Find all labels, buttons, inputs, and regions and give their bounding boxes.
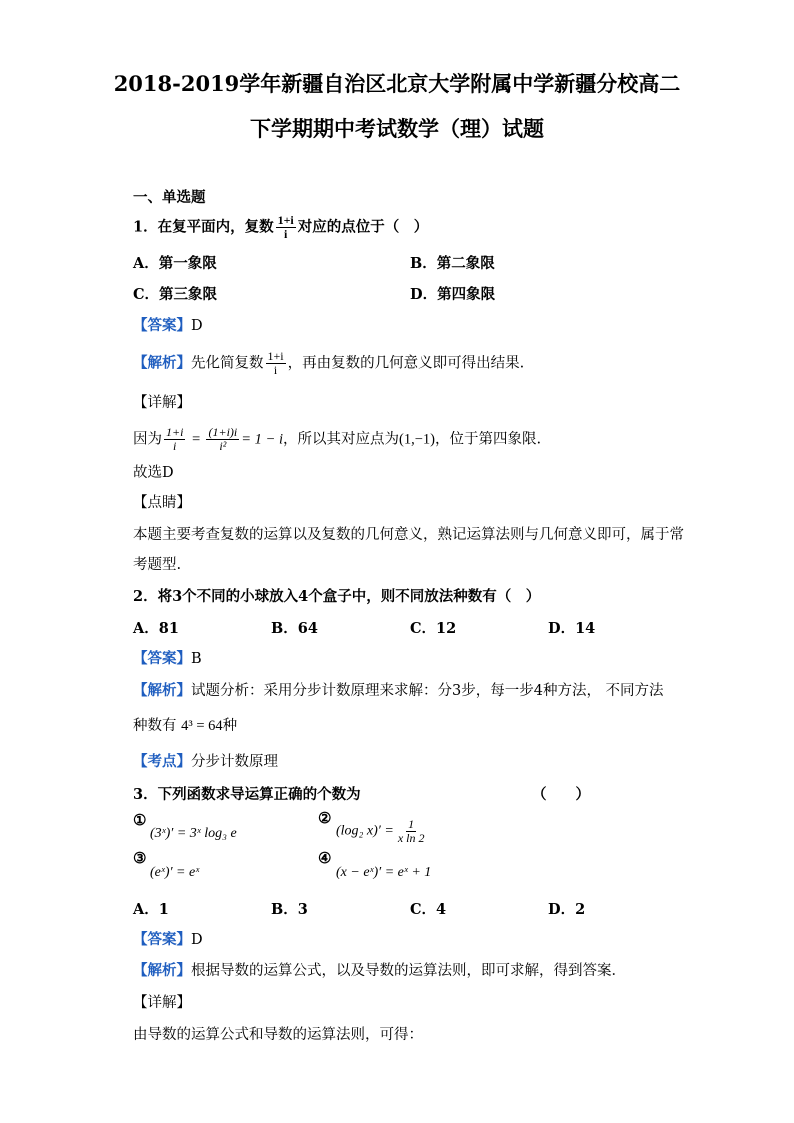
document-title-line-2: 下学期期中考试数学（理）试题 (250, 116, 544, 141)
q1-detail-frac1-num: 1+i (166, 425, 184, 439)
q1-stem (133, 214, 428, 241)
q3-formula-2-fraction (396, 818, 427, 845)
q1-detail-frac2-num: (1+i)i (208, 425, 238, 439)
q2-option-d: D．14 (548, 620, 596, 637)
q1-detail-pre: 因为 (133, 431, 162, 448)
q1-comment-line-2: 考题型. (133, 557, 182, 573)
q1-analysis-frac-den: i (273, 363, 278, 377)
q2-stem: 2．将3个不同的小球放入4个盒子中，则不同放法种数有（ ） (133, 588, 541, 605)
q1-frac-den: i (284, 227, 288, 241)
q1-analysis-fraction (266, 350, 286, 377)
q2-analysis-post: 种 (222, 718, 238, 734)
q2-point-line (133, 752, 278, 772)
q2-answer-line (133, 649, 202, 669)
q1-comment-line-1: 本题主要考查复数的运算以及复数的几何意义，熟记运算法则与几何意义即可，属于常 (133, 527, 684, 543)
q1-analysis-pre: 先化简复数 (191, 355, 264, 372)
q2-analysis-line-1 (133, 681, 664, 701)
q3-f2-num: 1 (408, 817, 415, 831)
q2-analysis-math: 4³ = 64 (181, 718, 223, 734)
circled-one: ① (133, 811, 147, 829)
section-heading: 一、单选题 (133, 189, 206, 206)
q1-conclusion: 故选D (133, 465, 174, 481)
q2-option-c: C．12 (410, 620, 457, 637)
answer-tag: 【答案】 (133, 317, 191, 334)
q1-analysis-frac-num: 1+i (267, 349, 284, 363)
q1-frac-num: 1+i (277, 213, 294, 227)
q1-option-a: A．第一象限 (133, 255, 217, 272)
q1-stem-suffix: 对应的点位于（ ） (297, 218, 429, 236)
q2-answer: B (191, 651, 202, 667)
q3-option-a: A．1 (133, 901, 169, 918)
q3-option-d: D．2 (548, 901, 586, 918)
analysis-tag: 【解析】 (133, 354, 191, 372)
q3-analysis-line (133, 961, 626, 981)
q1-detail-frac1-den: i (173, 439, 177, 453)
q1-detail-tag: 【详解】 (133, 395, 191, 411)
q3-option-c: C．4 (410, 901, 447, 918)
q1-detail-post: ，所以其对应点为 (282, 431, 399, 448)
q1-analysis-line (133, 350, 524, 377)
q2-point: 分步计数原理 (191, 754, 278, 770)
q1-option-b: B．第二象限 (410, 255, 495, 272)
q1-stem-fraction (276, 214, 296, 241)
q3-paren: （ ） (532, 786, 590, 803)
q3-analysis: 根据导数的运算公式，以及导数的运算法则，即可求解，得到答案． (191, 963, 626, 979)
q3-item-1 (133, 810, 146, 831)
q3-item-3 (133, 848, 146, 869)
q1-detail-eq-rest: = 1 − i (241, 431, 283, 448)
q2-analysis-pre: 种数有 (133, 718, 177, 734)
q3-answer-line (133, 930, 203, 950)
q3-formula-3: (eˣ)′ = eˣ (150, 865, 200, 880)
q2-analysis-line-2 (133, 716, 237, 736)
q1-answer-line (133, 316, 203, 336)
q2-option-b: B．64 (271, 620, 318, 637)
q3-detail-tag: 【详解】 (133, 995, 191, 1011)
q1-detail-point: (1,−1) (398, 431, 435, 448)
q1-comment-tag: 【点睛】 (133, 495, 191, 511)
q3-item-2 (318, 808, 331, 829)
q3-formula-2 (336, 818, 428, 845)
q3-formula-2-left: (log₂ x)′ = (336, 823, 394, 839)
q1-detail-line: 因为 $\frac{1+i}{i}$ = $\frac{(1+i)i}{\text{i²}}$ = 1 − i，所以其对应点为(1,−1)，位于第四象限. (133, 425, 542, 453)
q1-detail-fraction-2 (206, 426, 239, 453)
q3-detail-line-1: 由导数的运算公式和导数的运算法则，可得： (133, 1027, 423, 1043)
circled-four: ④ (318, 849, 332, 867)
analysis-tag: 【解析】 (133, 682, 191, 699)
q3-option-b: B．3 (271, 901, 308, 918)
q1-detail-end: ，位于第四象限. (434, 431, 542, 448)
answer-tag: 【答案】 (133, 650, 191, 667)
q1-option-d: D．第四象限 (410, 286, 496, 303)
answer-tag: 【答案】 (133, 931, 191, 948)
q3-stem: 3．下列函数求导运算正确的个数为 (133, 786, 361, 803)
circled-two: ② (318, 809, 332, 827)
q2-option-a: A．81 (133, 620, 179, 637)
q1-option-c: C．第三象限 (133, 286, 218, 303)
q1-detail-frac2-den: i² (219, 439, 227, 453)
q1-stem-prefix: 1．在复平面内，复数 (133, 218, 274, 236)
circled-three: ③ (133, 849, 147, 867)
q2-analysis-text-1: 试题分析：采用分步计数原理来求解：分3步，每一步4种方法， 不同方法 (191, 683, 664, 699)
q3-answer: D (191, 932, 203, 948)
q1-analysis-post: ，再由复数的几何意义即可得出结果. (287, 355, 525, 372)
q1-answer: D (191, 318, 203, 334)
point-tag: 【考点】 (133, 753, 191, 770)
q1-detail-fraction-1 (164, 426, 185, 453)
q3-formula-4: (x − eˣ)′ = eˣ + 1 (336, 865, 432, 880)
q3-formula-1: (3ˣ)′ = 3ˣ log₃ e (150, 826, 237, 841)
q3-f2-den: x ln 2 (397, 831, 425, 845)
analysis-tag: 【解析】 (133, 962, 191, 979)
document-title-line-1: 2018-2019学年新疆自治区北京大学附属中学新疆分校高二 (113, 71, 681, 96)
q3-item-4 (318, 848, 331, 869)
